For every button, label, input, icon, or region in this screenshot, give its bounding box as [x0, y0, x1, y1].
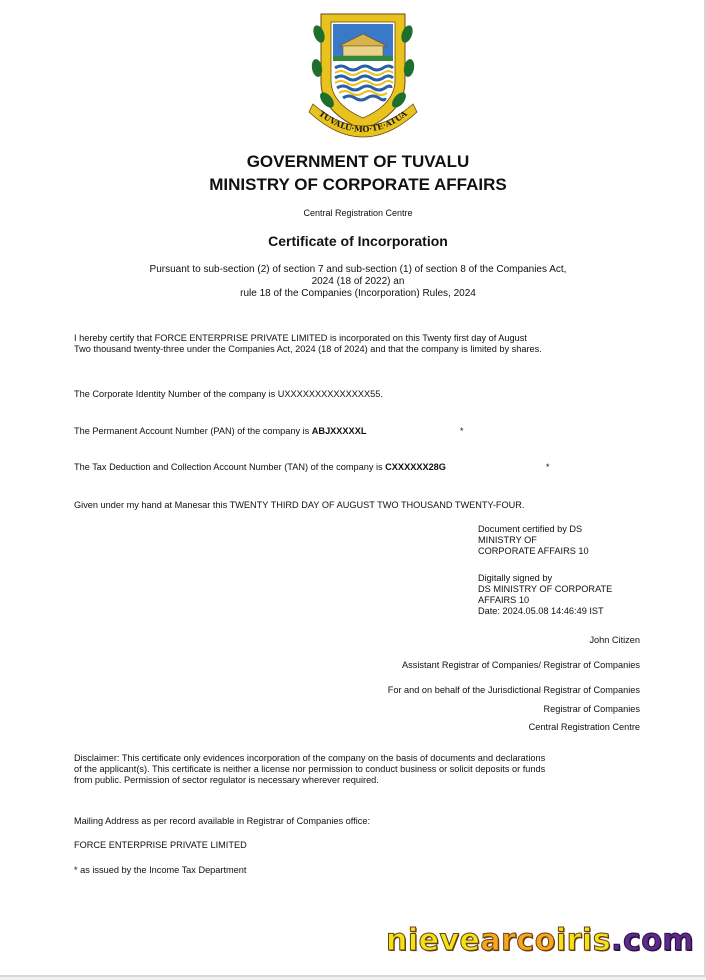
pan-value: ABJXXXXXL — [311, 426, 367, 436]
watermark-part: iris — [555, 923, 612, 958]
pursuant-line: 2024 (18 of 2022) an — [311, 276, 405, 287]
tuvalu-coat-of-arms — [303, 12, 423, 146]
signatory-name: John Citizen — [589, 635, 640, 645]
signature-line: MINISTRY OF — [478, 535, 537, 545]
signature-line: CORPORATE AFFAIRS 10 — [478, 546, 589, 556]
cin-statement: The Corporate Identity Number of the company is UXXXXXXXXXXXXXX55. — [74, 389, 383, 399]
disclaimer-line: of the applicant(s). This certificate is neither a license nor permission to conduct business or solicit deposits or funds — [74, 764, 546, 774]
pan-footnote-marker: * — [460, 426, 464, 436]
certification-line: Two thousand twenty-three under the Companies Act, 2024 (18 of 2024) and that the company is limited by shares. — [74, 344, 542, 354]
watermark-part: arco — [480, 923, 556, 958]
given-statement: Given under my hand at Manesar this TWENTY THIRD DAY OF AUGUST TWO THOUSAND TWENTY-FOUR. — [74, 500, 525, 510]
certification-block — [478, 524, 648, 557]
pursuant-clause — [100, 264, 616, 300]
signatory-role: Assistant Registrar of Companies/ Registrar of Companies — [402, 660, 640, 670]
centre-line: Central Registration Centre — [528, 722, 640, 732]
certification-line: I hereby certify that FORCE ENTERPRISE PRIVATE LIMITED is incorporated on this Twenty first day of August — [74, 333, 527, 343]
disclaimer-line: from public. Permission of sector regulator is necessary wherever required. — [74, 775, 379, 785]
pan-label: The Permanent Account Number (PAN) of the company is — [74, 426, 312, 436]
tan-statement — [74, 462, 634, 473]
signature-line: Document certified by DS — [478, 524, 583, 534]
crest-motto: TUVALU·MO·TE·ATUA — [317, 108, 409, 135]
ministry-heading: MINISTRY OF CORPORATE AFFAIRS — [209, 175, 507, 194]
certification-statement — [74, 333, 634, 355]
digital-signature-block — [478, 573, 648, 617]
signature-date: Date: 2024.05.08 14:46:49 IST — [478, 606, 604, 616]
disclaimer — [74, 753, 644, 786]
registrar-line: Registrar of Companies — [543, 704, 640, 714]
registration-centre-label: Central Registration Centre — [303, 208, 413, 218]
on-behalf-line: For and on behalf of the Jurisdictional Registrar of Companies — [387, 685, 640, 695]
disclaimer-line: Disclaimer: This certificate only evidences incorporation of the company on the basis of documents and declarations — [74, 753, 546, 763]
signature-line: DS MINISTRY OF CORPORATE — [478, 584, 613, 594]
watermark-logo — [386, 923, 694, 958]
government-heading: GOVERNMENT OF TUVALU — [246, 152, 470, 171]
signature-line: Digitally signed by — [478, 573, 553, 583]
mailing-company-name: FORCE ENTERPRISE PRIVATE LIMITED — [74, 840, 247, 850]
pursuant-line: Pursuant to sub-section (2) of section 7 and sub-section (1) of section 8 of the Companies Act, — [149, 264, 567, 275]
tan-label: The Tax Deduction and Collection Account Number (TAN) of the company is — [74, 462, 386, 472]
pursuant-line: rule 18 of the Companies (Incorporation) Rules, 2024 — [240, 288, 476, 299]
tan-value: CXXXXXX28G — [385, 462, 446, 472]
pan-statement — [74, 426, 634, 437]
footnote: * as issued by the Income Tax Department — [74, 865, 247, 875]
tan-footnote-marker: * — [546, 462, 550, 472]
watermark-part: .com — [611, 923, 695, 958]
signature-line: AFFAIRS 10 — [478, 595, 530, 605]
certificate-title: Certificate of Incorporation — [268, 233, 448, 249]
mailing-address-label: Mailing Address as per record available in Registrar of Companies office: — [74, 816, 371, 826]
watermark-part: nieve — [386, 923, 481, 958]
